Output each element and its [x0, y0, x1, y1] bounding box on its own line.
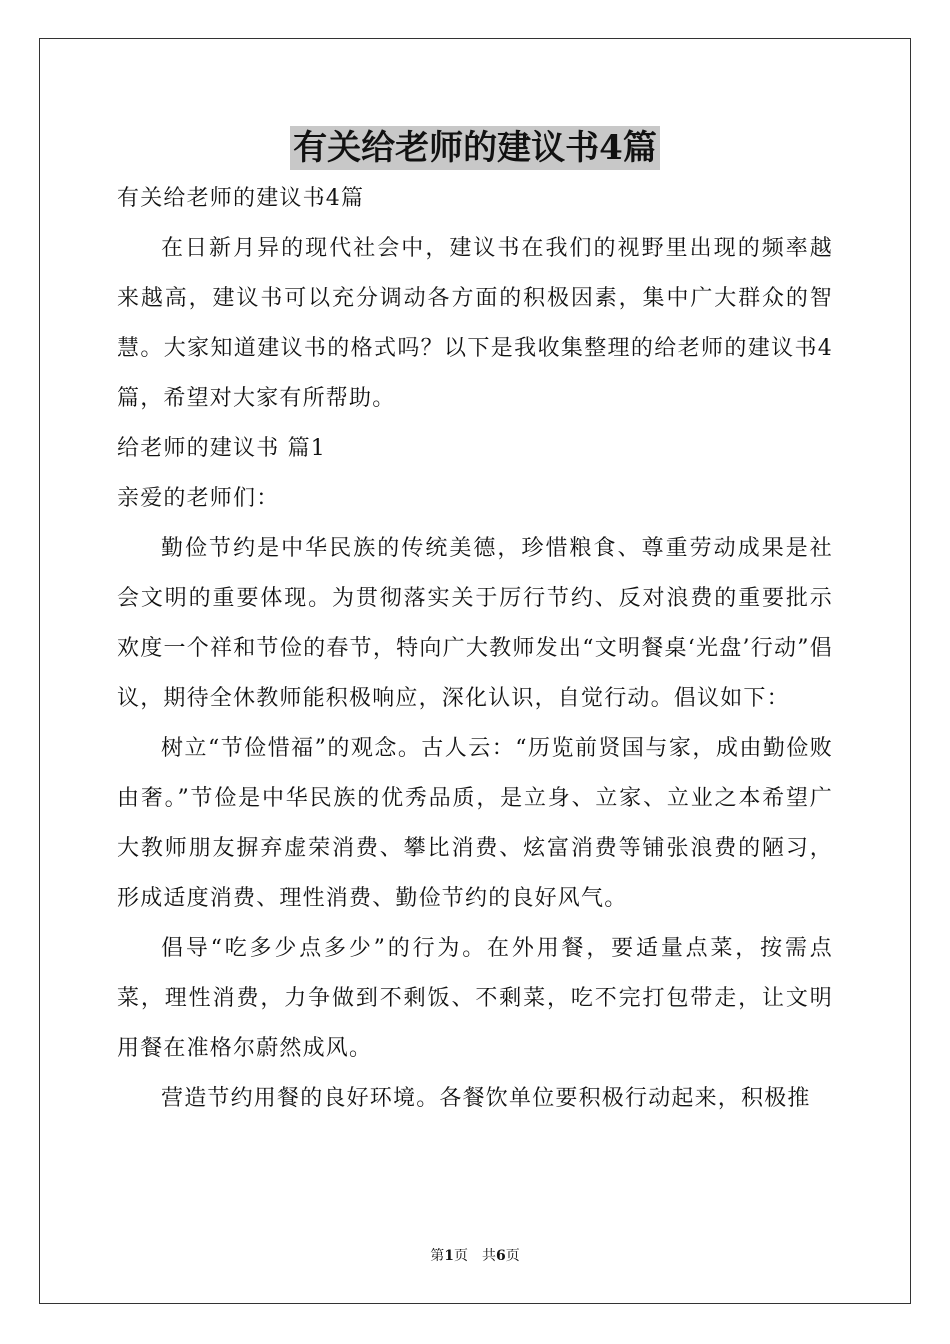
paragraph-body: 倡导“吃多少点多少”的行为。在外用餐，要适量点菜，按需点菜，理性消费，力争做到不剩饭、不剩菜，吃不完打包带走，让文明用餐在准格尔蔚然成风。 — [117, 936, 833, 1061]
paragraph-body: 营造节约用餐的良好环境。各餐饮单位要积极行动起来，积极推 — [161, 1086, 811, 1111]
paragraph-body: 树立“节俭惜福”的观念。古人云：“历览前贤国与家，成由勤俭败由奢。”节俭是中华民族的优秀品质，是立身、立家、立业之本希望广大教师朋友摒弃虚荣消费、攀比消费、炫富消费等铺张浪费的陋习，形成适度消费、理性消费、勤俭节约的良好风气。 — [117, 736, 833, 911]
page-number: 1 — [444, 1248, 454, 1264]
title-container — [0, 126, 950, 170]
document-title: 有关给老师的建议书4篇 — [290, 126, 660, 170]
section-heading: 给老师的建议书 篇1 — [117, 436, 326, 461]
page-prefix: 第 — [430, 1248, 445, 1264]
page-footer — [0, 1246, 950, 1266]
total-pages: 6 — [496, 1248, 506, 1264]
total-suffix: 页 — [505, 1248, 520, 1264]
paragraph-intro: 在日新月异的现代社会中，建议书在我们的视野里出现的频率越来越高，建议书可以充分调动各方面的积极因素，集中广大群众的智慧。大家知道建议书的格式吗？以下是我收集整理的给老师的建议书4篇，希望对大家有所帮助。 — [117, 236, 833, 411]
paragraph-subtitle: 有关给老师的建议书4篇 — [117, 186, 365, 211]
page-suffix: 页 — [454, 1248, 468, 1264]
document-body — [117, 174, 833, 1124]
paragraph-body: 勤俭节约是中华民族的传统美德，珍惜粮食、尊重劳动成果是社会文明的重要体现。为贯彻落实关于厉行节约、反对浪费的重要批示欢度一个祥和节俭的春节，特向广大教师发出“文明餐桌‘光盘’行动”倡议，期待全休教师能积极响应，深化认识，自觉行动。倡议如下： — [117, 536, 833, 711]
total-prefix: 共 — [482, 1248, 496, 1264]
salutation: 亲爱的老师们： — [117, 486, 280, 511]
